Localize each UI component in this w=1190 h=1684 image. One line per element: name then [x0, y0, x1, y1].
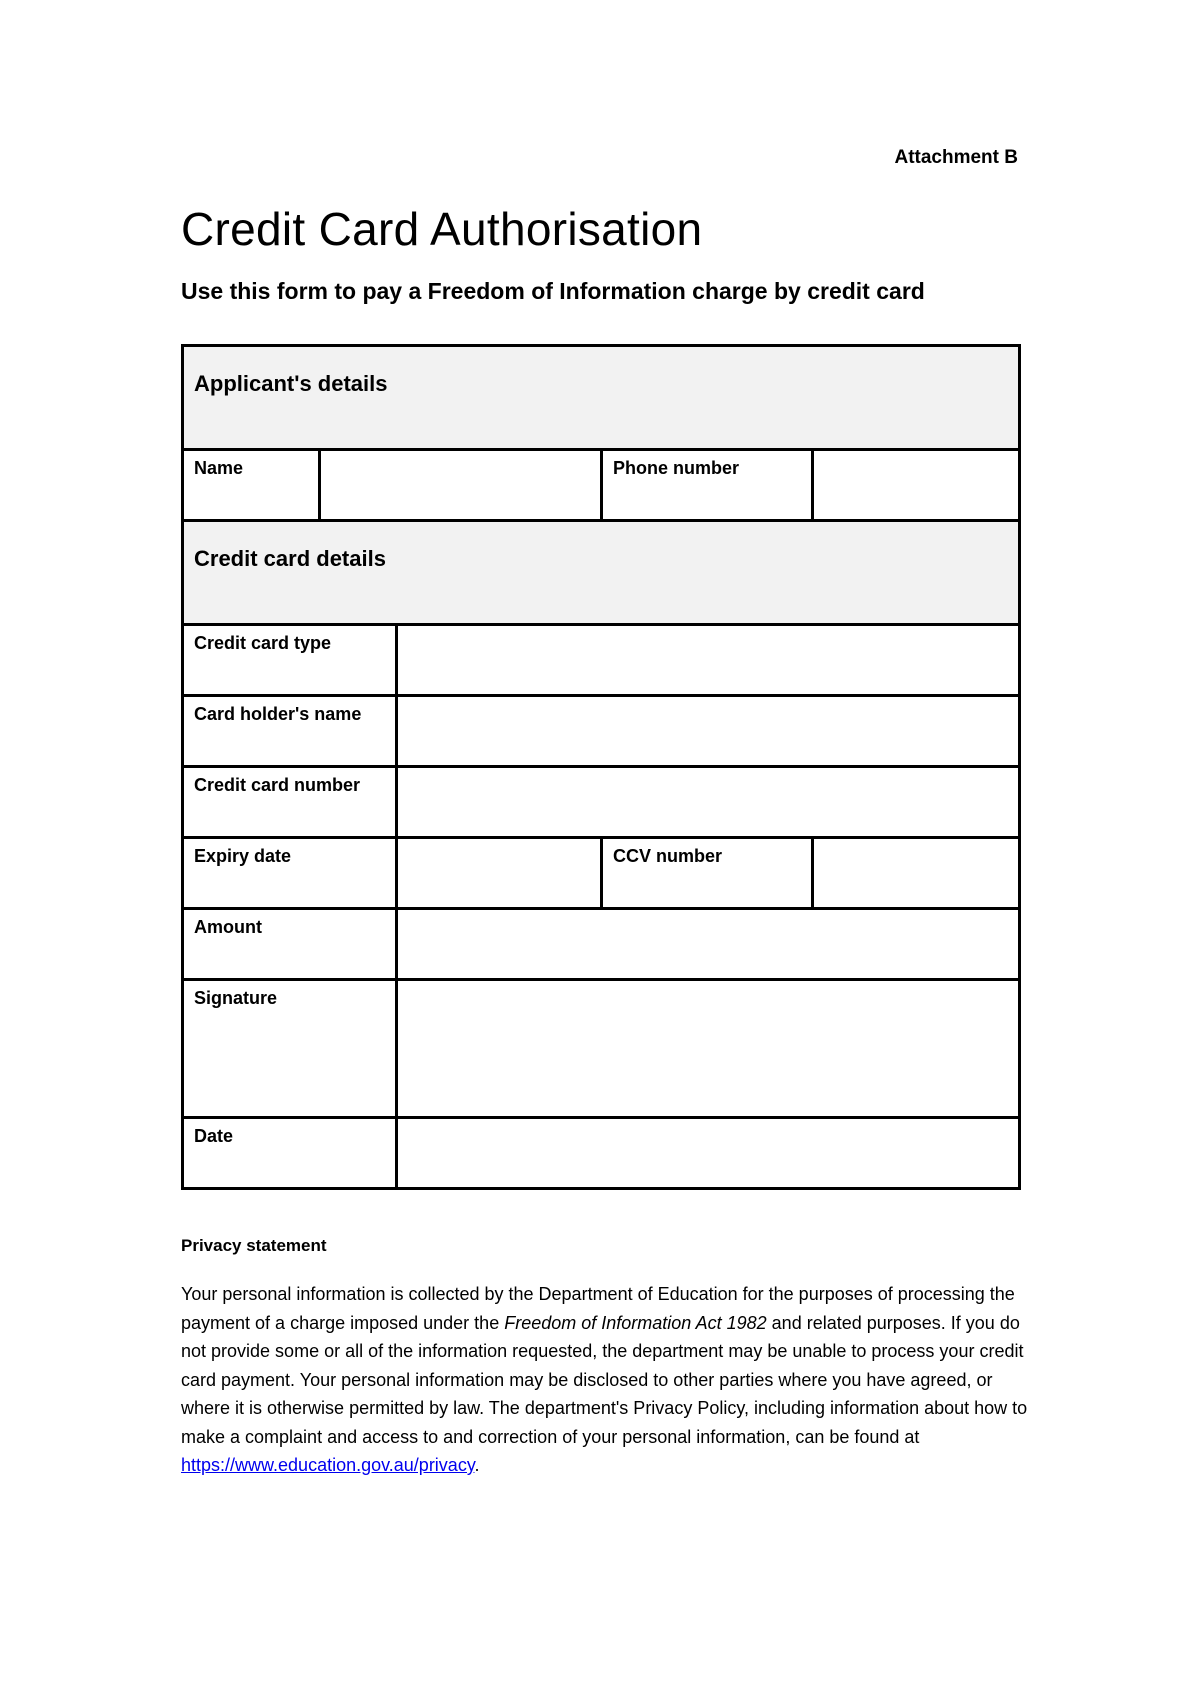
credit-card-type-field[interactable] — [397, 625, 1020, 696]
phone-number-label: Phone number — [602, 450, 813, 521]
phone-number-field[interactable] — [813, 450, 1020, 521]
privacy-policy-link[interactable]: https://www.education.gov.au/privacy — [181, 1455, 475, 1475]
credit-card-number-field[interactable] — [397, 767, 1020, 838]
amount-field[interactable] — [397, 909, 1020, 980]
privacy-text-part2: and related purposes. If you do not provide some or all of the information requested, the department may be unable to process your credit card payment. Your personal information may be disclosed to other parties where you have agreed, or where it is otherwise permitted by law. The department's Privacy Policy, including information about how to make a complaint and access to and correction of your personal information, can be found at — [181, 1312, 1028, 1447]
card-holder-name-field[interactable] — [397, 696, 1020, 767]
privacy-statement-heading: Privacy statement — [181, 1236, 327, 1255]
privacy-text-end: . — [474, 1455, 480, 1475]
name-label: Name — [183, 450, 320, 521]
act-name: Freedom of Information Act 1982 — [504, 1312, 767, 1333]
applicant-details-header: Applicant's details — [183, 346, 1020, 450]
signature-field[interactable] — [397, 980, 1020, 1118]
authorisation-form-table — [181, 344, 1021, 1190]
expiry-date-label: Expiry date — [183, 838, 397, 909]
name-field[interactable] — [320, 450, 602, 521]
signature-label: Signature — [183, 980, 397, 1118]
credit-card-type-label: Credit card type — [183, 625, 397, 696]
ccv-number-label: CCV number — [602, 838, 813, 909]
ccv-number-field[interactable] — [813, 838, 1020, 909]
privacy-text-part1: Your personal information is collected by the Department of Education for the purposes of processing the payment of a charge imposed under the — [181, 1284, 1015, 1333]
date-field[interactable] — [397, 1118, 1020, 1189]
card-holder-name-label: Card holder's name — [183, 696, 397, 767]
privacy-statement-text — [181, 1280, 1031, 1480]
page-subtitle: Use this form to pay a Freedom of Information charge by credit card — [181, 278, 925, 304]
page-title: Credit Card Authorisation — [181, 203, 703, 255]
date-label: Date — [183, 1118, 397, 1189]
expiry-date-field[interactable] — [397, 838, 602, 909]
credit-card-number-label: Credit card number — [183, 767, 397, 838]
credit-card-details-header: Credit card details — [183, 521, 1020, 625]
amount-label: Amount — [183, 909, 397, 980]
attachment-label: Attachment B — [894, 147, 1018, 168]
